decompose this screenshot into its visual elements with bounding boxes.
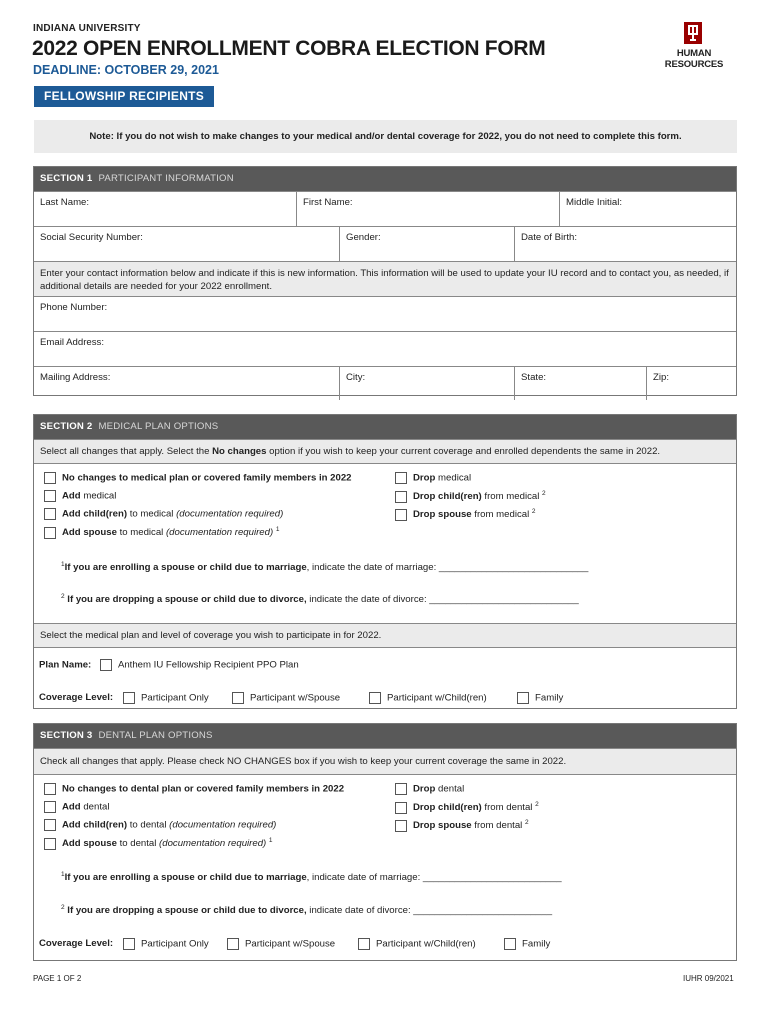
- dental-drop-children-option[interactable]: [395, 801, 539, 814]
- option-label: Participant Only: [141, 938, 209, 950]
- option-label: Add child(ren): [62, 819, 128, 831]
- form-title: 2022 OPEN ENROLLMENT COBRA ELECTION FORM: [32, 37, 546, 60]
- dental-add-option[interactable]: [44, 801, 109, 813]
- option-note: (documentation required): [176, 508, 284, 520]
- section-number: SECTION 3: [40, 730, 93, 741]
- medical-drop-children-option[interactable]: [395, 490, 546, 503]
- medical-cov-family-option[interactable]: [517, 692, 563, 704]
- footnote-ref: 1: [268, 837, 273, 844]
- footnote-number: 1: [61, 561, 65, 568]
- footnote-text: , indicate the date of marriage: ____________________________: [306, 562, 589, 574]
- checkbox[interactable]: [227, 938, 239, 950]
- last-name-label: Last Name:: [40, 197, 90, 208]
- option-note: (documentation required): [159, 838, 267, 850]
- option-label: Drop child(ren): [413, 491, 482, 503]
- gender-label: Gender:: [346, 232, 381, 243]
- dental-marriage-date-line[interactable]: [61, 871, 562, 883]
- checkbox[interactable]: [358, 938, 370, 950]
- logo-text: HUMAN RESOURCES: [664, 48, 724, 70]
- medical-cov-spouse-option[interactable]: [232, 692, 340, 704]
- checkbox[interactable]: [232, 692, 244, 704]
- divorce-date-line[interactable]: [61, 593, 579, 605]
- option-label: Drop: [413, 783, 436, 795]
- plan-name: Anthem IU Fellowship Recipient PPO Plan: [117, 659, 299, 671]
- coverage-label: Coverage Level:: [39, 938, 114, 949]
- medical-drop-option[interactable]: [395, 472, 471, 484]
- note-banner: Note: If you do not wish to make changes to your medical and/or dental coverage for 2022, you do not need to complete this form.: [34, 120, 737, 153]
- ssn-field[interactable]: [34, 227, 339, 261]
- dental-cov-spouse-option[interactable]: [227, 938, 335, 950]
- middle-initial-field[interactable]: [559, 192, 738, 226]
- plan-checkbox[interactable]: [100, 659, 112, 671]
- section-dental-options: [33, 723, 737, 961]
- dental-instructions: Check all changes that apply. Please check NO CHANGES box if you wish to keep your current coverage the same in 2022.: [34, 748, 736, 774]
- id-row: [34, 226, 736, 261]
- option-note: (documentation required): [169, 819, 277, 831]
- iu-trident-icon: [684, 22, 702, 44]
- checkbox[interactable]: [44, 838, 56, 850]
- first-name-label: First Name:: [303, 197, 353, 208]
- zip-label: Zip:: [653, 372, 669, 383]
- checkbox[interactable]: [369, 692, 381, 704]
- footnote-bold: If you are enrolling a spouse or child due to marriage: [64, 872, 307, 884]
- checkbox[interactable]: [395, 783, 407, 795]
- option-label: Participant w/Child(ren): [376, 938, 476, 950]
- instr-text: option if you wish to keep your current coverage and enrolled dependents the same in 2022.: [266, 446, 661, 457]
- option-label: Drop child(ren): [413, 802, 482, 814]
- section-participant-info: [33, 166, 737, 396]
- dental-cov-participant-option[interactable]: [123, 938, 209, 950]
- dental-drop-option[interactable]: [395, 783, 464, 795]
- option-label: Drop spouse: [413, 820, 472, 832]
- phone-label: Phone Number:: [40, 302, 108, 313]
- state-label: State:: [521, 372, 547, 383]
- gender-field[interactable]: [339, 227, 514, 261]
- marriage-date-line[interactable]: [61, 561, 588, 573]
- deadline: DEADLINE: OCTOBER 29, 2021: [33, 63, 219, 77]
- checkbox[interactable]: [517, 692, 529, 704]
- contact-note: Enter your contact information below and indicate if this is new information. This information will be used to update your IU record and to contact you, as needed, if additional details are needed for your 2022 enrollment.: [34, 261, 736, 296]
- footnote-ref: 2: [524, 819, 529, 826]
- section-title: DENTAL PLAN OPTIONS: [98, 730, 213, 741]
- address-row: [34, 366, 736, 400]
- checkbox[interactable]: [123, 938, 135, 950]
- option-label: to medical: [127, 508, 177, 520]
- medical-cov-participant-option[interactable]: [123, 692, 209, 704]
- email-label: Email Address:: [40, 337, 104, 348]
- option-label: Participant w/Spouse: [250, 692, 341, 704]
- checkbox[interactable]: [44, 801, 56, 813]
- medical-add-children-option[interactable]: [44, 508, 283, 520]
- option-label: Family: [535, 692, 564, 704]
- medical-no-changes-option[interactable]: [44, 472, 352, 484]
- footnote-number: 2: [61, 904, 65, 911]
- last-name-field[interactable]: [34, 192, 296, 226]
- dental-add-spouse-option[interactable]: [44, 837, 273, 850]
- section-title: MEDICAL PLAN OPTIONS: [98, 421, 219, 432]
- medical-instructions: [34, 439, 736, 463]
- checkbox[interactable]: [395, 802, 407, 814]
- dental-coverage-label: [39, 938, 113, 949]
- option-label: Add: [62, 490, 81, 502]
- medical-options-area: [34, 463, 736, 623]
- checkbox[interactable]: [44, 472, 56, 484]
- email-row: [34, 331, 736, 366]
- option-label: medical: [80, 490, 117, 502]
- checkbox[interactable]: [44, 819, 56, 831]
- section-2-header: [34, 415, 736, 439]
- dob-field[interactable]: [514, 227, 738, 261]
- zip-field[interactable]: [646, 367, 738, 400]
- section-1-header: [34, 167, 736, 191]
- footnote-ref: 1: [275, 526, 280, 533]
- city-label: City:: [346, 372, 366, 383]
- middle-initial-label: Middle Initial:: [566, 197, 622, 208]
- mailing-label: Mailing Address:: [40, 372, 111, 383]
- footnote-ref: 2: [531, 508, 536, 515]
- section-title: PARTICIPANT INFORMATION: [98, 173, 234, 184]
- dental-options-area: [34, 774, 736, 960]
- option-label: Add: [62, 801, 81, 813]
- option-label: dental: [80, 801, 110, 813]
- dental-add-children-option[interactable]: [44, 819, 276, 831]
- footnote-bold: If you are enrolling a spouse or child due to marriage: [64, 562, 307, 574]
- recipient-tag: FELLOWSHIP RECIPIENTS: [34, 86, 214, 107]
- section-number: SECTION 1: [40, 173, 93, 184]
- section-number: SECTION 2: [40, 421, 93, 432]
- footnote-text: indicate the date of divorce: ____________________________: [306, 594, 579, 606]
- medical-add-option[interactable]: [44, 490, 116, 502]
- first-name-field[interactable]: [296, 192, 559, 226]
- option-label: Drop: [413, 472, 436, 484]
- phone-field[interactable]: [34, 297, 738, 331]
- iu-logo: [648, 22, 740, 70]
- checkbox[interactable]: [44, 490, 56, 502]
- option-label: Add child(ren): [62, 508, 128, 520]
- checkbox[interactable]: [395, 491, 407, 503]
- dob-label: Date of Birth:: [521, 232, 577, 243]
- form-code: IUHR 09/2021: [683, 974, 734, 983]
- option-label: from medical: [481, 491, 543, 503]
- option-label: Add spouse: [62, 838, 117, 850]
- option-label: from dental: [471, 820, 525, 832]
- checkbox[interactable]: [123, 692, 135, 704]
- state-field[interactable]: [514, 367, 646, 400]
- footnote-number: 1: [61, 871, 65, 878]
- dental-cov-family-option[interactable]: [504, 938, 550, 950]
- footnote-ref: 2: [535, 801, 539, 808]
- option-note: (documentation required): [165, 527, 274, 539]
- option-label: Participant Only: [141, 692, 209, 704]
- option-label: Add spouse: [62, 527, 117, 539]
- option-label: from dental: [481, 802, 536, 814]
- checkbox[interactable]: [44, 508, 56, 520]
- coverage-label: Coverage Level:: [39, 692, 114, 703]
- footnote-ref: 2: [542, 490, 546, 497]
- option-label: Participant w/Spouse: [245, 938, 336, 950]
- checkbox[interactable]: [44, 783, 56, 795]
- instr-bold: No changes: [212, 446, 267, 457]
- option-label: Family: [522, 938, 551, 950]
- page-number: PAGE 1 OF 2: [33, 974, 82, 983]
- dental-divorce-date-line[interactable]: [61, 904, 552, 916]
- dental-no-changes-option[interactable]: [44, 783, 344, 795]
- option-label: from medical: [471, 509, 532, 521]
- option-label: No changes to dental plan or covered family members in 2022: [62, 783, 345, 795]
- option-label: Participant w/Child(ren): [387, 692, 487, 704]
- checkbox[interactable]: [44, 527, 56, 539]
- medical-cov-child-option[interactable]: [369, 692, 487, 704]
- medical-coverage-label: [39, 692, 113, 703]
- option-label: dental: [435, 783, 465, 795]
- plan-name-row: [39, 659, 299, 671]
- section-3-header: [34, 724, 736, 748]
- option-label: to dental: [127, 819, 170, 831]
- city-field[interactable]: [339, 367, 514, 400]
- name-row: [34, 191, 736, 226]
- checkbox[interactable]: [504, 938, 516, 950]
- dental-cov-child-option[interactable]: [358, 938, 476, 950]
- option-label: medical: [435, 472, 472, 484]
- plan-selection-area: [34, 647, 736, 709]
- dental-drop-spouse-option[interactable]: [395, 819, 529, 832]
- university-name: INDIANA UNIVERSITY: [33, 23, 141, 34]
- option-label: No changes to medical plan or covered family members in 2022: [62, 472, 352, 484]
- footnote-bold: If you are dropping a spouse or child due to divorce,: [67, 594, 307, 606]
- footnote-text: , indicate date of marriage: __________________________: [306, 872, 562, 884]
- medical-add-spouse-option[interactable]: [44, 526, 279, 539]
- checkbox[interactable]: [395, 509, 407, 521]
- mailing-address-field[interactable]: [34, 367, 339, 400]
- option-label: to medical: [116, 527, 166, 539]
- plan-name-label: Plan Name:: [39, 659, 92, 671]
- checkbox[interactable]: [395, 820, 407, 832]
- footnote-number: 2: [61, 593, 65, 600]
- checkbox[interactable]: [395, 472, 407, 484]
- phone-row: [34, 296, 736, 331]
- medical-drop-spouse-option[interactable]: [395, 508, 536, 521]
- option-label: Drop spouse: [413, 509, 472, 521]
- instr-text: Select all changes that apply. Select the: [40, 446, 213, 457]
- ssn-label: Social Security Number:: [40, 232, 143, 243]
- footnote-bold: If you are dropping a spouse or child due to divorce,: [67, 905, 307, 917]
- section-medical-options: [33, 414, 737, 709]
- footnote-text: indicate date of divorce: __________________________: [306, 905, 553, 917]
- option-label: to dental: [116, 838, 160, 850]
- plan-instructions: Select the medical plan and level of coverage you wish to participate in for 2022.: [34, 623, 736, 647]
- email-field[interactable]: [34, 332, 738, 366]
